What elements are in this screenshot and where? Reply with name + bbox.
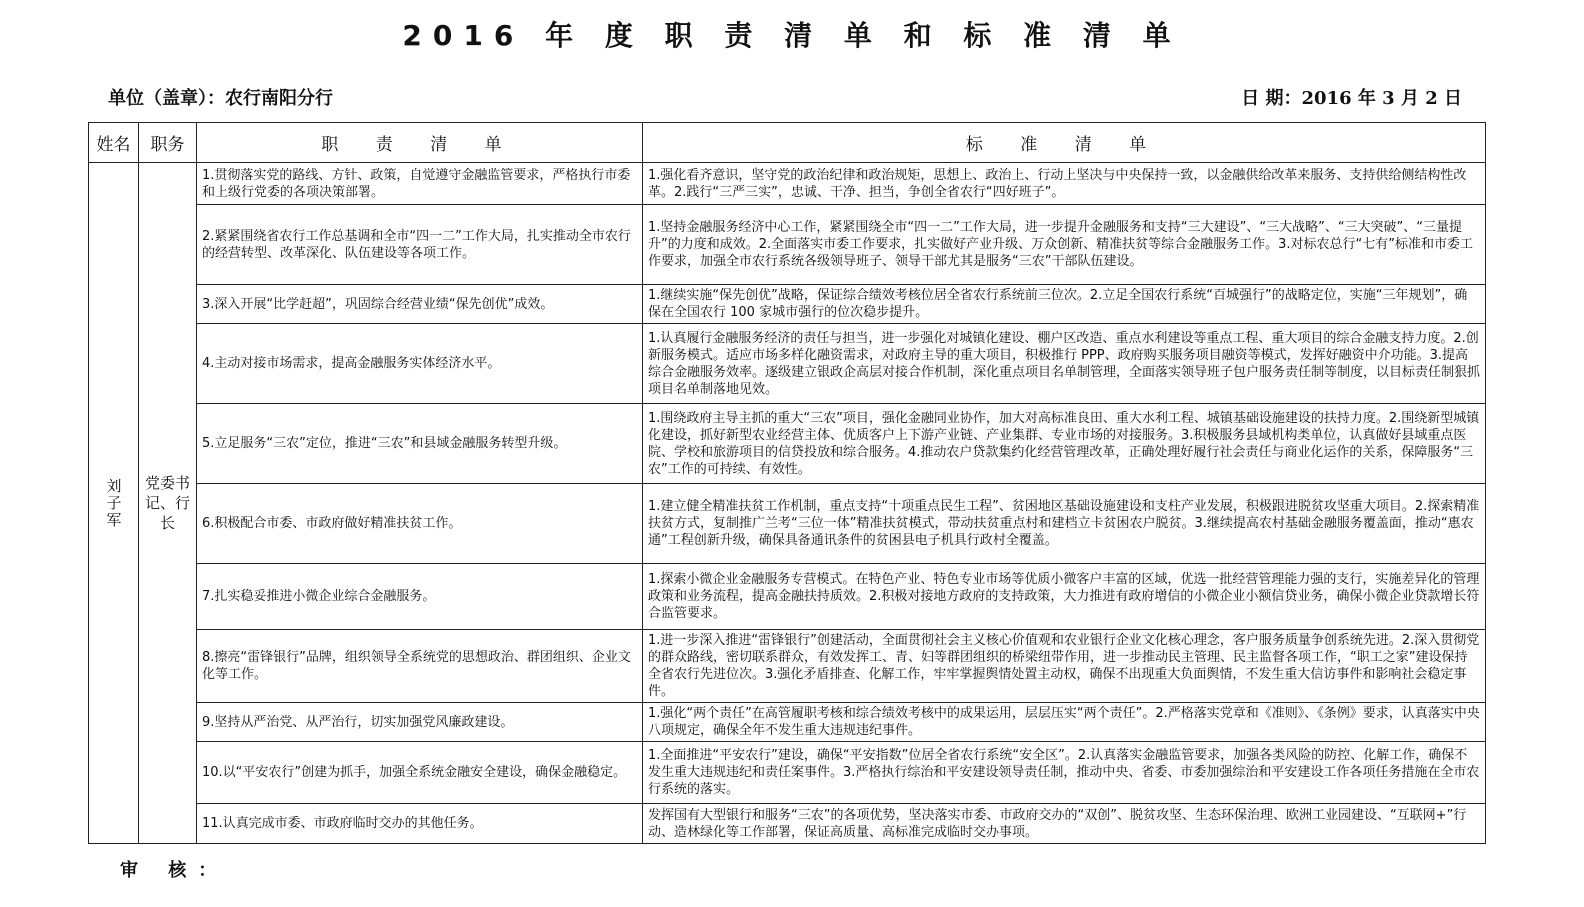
table-row: [89, 205, 1486, 285]
duty-cell: 1.贯彻落实党的路线、方针、政策，自觉遵守金融监管要求，严格执行市委和上级行党委的各项决策部署。: [197, 163, 643, 205]
table-row: [89, 163, 1486, 205]
table-row: [89, 804, 1486, 844]
standard-cell: 1.围绕政府主导主抓的重大“三农”项目，强化金融同业协作，加大对高标准良田、重大水利工程、城镇基础设施建设的扶持力度。2.围绕新型城镇化建设，抓好新型农业经营主体、优质客户上下游产业链、产业集群、专业市场的对接服务。3.积极服务县域机构类单位，认真做好县域重点医院、学校和旅游项目的信贷投放和综合服务。4.推动农户贷款集约化经营管理改革，正确处理好履行社会责任与商业化运作的关系，保障服务“三农”工作的可持续、有效性。: [643, 404, 1486, 484]
person-name-cell: [89, 163, 139, 844]
table-row: [89, 703, 1486, 742]
table-row: [89, 630, 1486, 703]
table-header-row: [89, 123, 1486, 163]
duty-cell: 7.扎实稳妥推进小微企业综合金融服务。: [197, 564, 643, 630]
duty-cell: 3.深入开展“比学赶超”，巩固综合经营业绩“保先创优”成效。: [197, 285, 643, 324]
header-standard-list: 标 准 清 单: [643, 123, 1486, 163]
person-role: 党委书记、行长: [144, 474, 190, 532]
document-title: 2016 年 度 职 责 清 单 和 标 准 清 单: [402, 19, 1182, 52]
table-row: [89, 742, 1486, 804]
table-row: [89, 484, 1486, 564]
duty-cell: 11.认真完成市委、市政府临时交办的其他任务。: [197, 804, 643, 844]
duty-standard-table: [88, 122, 1486, 844]
header-duty-list: 职 责 清 单: [197, 123, 643, 163]
review-label: 审 核：: [120, 860, 229, 881]
table-body: [89, 163, 1486, 844]
table-row: [89, 404, 1486, 484]
duty-cell: 8.擦亮“雷锋银行”品牌，组织领导全系统党的思想政治、群团组织、企业文化等工作。: [197, 630, 643, 703]
duty-cell: 10.以“平安农行”创建为抓手，加强全系统金融安全建设，确保金融稳定。: [197, 742, 643, 804]
table-row: [89, 285, 1486, 324]
date-line: 日 期：2016 年 3 月 2 日: [1241, 88, 1462, 109]
unit-line: 单位（盖章）：农行南阳分行: [108, 88, 333, 109]
duty-cell: 5.立足服务“三农”定位，推进“三农”和县域金融服务转型升级。: [197, 404, 643, 484]
table-row: [89, 324, 1486, 404]
duty-cell: 6.积极配合市委、市政府做好精准扶贫工作。: [197, 484, 643, 564]
header-role: 职务: [139, 123, 197, 163]
standard-cell: 1.全面推进“平安农行”建设，确保“平安指数”位居全省农行系统“安全区”。2.认真落实金融监管要求，加强各类风险的防控、化解工作，确保不发生重大违规违纪和责任案事件。3.严格执行综治和平安建设领导责任制，推动中央、省委、市委加强综治和平安建设工作各项任务措施在全市农行系统的落实。: [643, 742, 1486, 804]
header-name: 姓名: [89, 123, 139, 163]
standard-cell: 1.进一步深入推进“雷锋银行”创建活动，全面贯彻社会主义核心价值观和农业银行企业文化核心理念，客户服务质量争创系统先进。2.深入贯彻党的群众路线，密切联系群众，有效发挥工、青、妇等群团组织的桥梁纽带作用，进一步推动民主管理、民主监督各项工作，“职工之家”建设保持全省农行先进位次。3.强化矛盾排查、化解工作，牢牢掌握舆情处置主动权，确保不出现重大负面舆情，不发生重大信访事件和影响社会稳定事件。: [643, 630, 1486, 703]
standard-cell: 1.强化看齐意识，坚守党的政治纪律和政治规矩，思想上、政治上、行动上坚决与中央保持一致，以金融供给改革来服务、支持供给侧结构性改革。2.践行“三严三实”，忠诚、干净、担当，争创全省农行“四好班子”。: [643, 163, 1486, 205]
table-row: [89, 564, 1486, 630]
duty-cell: 2.紧紧围绕省农行工作总基调和全市“四一二”工作大局，扎实推动全市农行的经营转型、改革深化、队伍建设等各项工作。: [197, 205, 643, 285]
standard-cell: 发挥国有大型银行和服务“三农”的各项优势，坚决落实市委、市政府交办的“双创”、脱贫攻坚、生态环保治理、欧洲工业园建设、“互联网+”行动、造林绿化等工作部署，保证高质量、高标准完成临时交办事项。: [643, 804, 1486, 844]
person-name: 刘子军: [104, 477, 123, 529]
person-role-cell: [139, 163, 197, 844]
standard-cell: 1.探索小微企业金融服务专营模式。在特色产业、特色专业市场等优质小微客户丰富的区域，优选一批经营管理能力强的支行，实施差异化的管理政策和业务流程，提高金融扶持质效。2.积极对接地方政府的支持政策，大力推进有政府增信的小微企业小额信贷业务，确保小微企业贷款增长符合监管要求。: [643, 564, 1486, 630]
duty-cell: 9.坚持从严治党、从严治行，切实加强党风廉政建设。: [197, 703, 643, 742]
standard-cell: 1.认真履行金融服务经济的责任与担当，进一步强化对城镇化建设、棚户区改造、重点水利建设等重点工程、重大项目的综合金融支持力度。2.创新服务模式。适应市场多样化融资需求，对政府主导的重大项目，积极推行 PPP、政府购买服务项目融资等模式，发挥好融资中介功能。3.提高综合金融服务效率。逐级建立银政企高层对接合作机制，深化重点项目名单制管理，全面落实领导班子包户服务责任制等制度，以目标责任制狠抓项目名单制落地见效。: [643, 324, 1486, 404]
duty-cell: 4.主动对接市场需求，提高金融服务实体经济水平。: [197, 324, 643, 404]
standard-cell: 1.坚持金融服务经济中心工作，紧紧围绕全市“四一二”工作大局，进一步提升金融服务和支持“三大建设”、“三大战略”、“三大突破”、“三量提升”的力度和成效。2.全面落实市委工作要求，扎实做好产业升级、万众创新、精准扶贫等综合金融服务工作。3.对标农总行“七有”标准和市委工作要求，加强全市农行系统各级领导班子、领导干部尤其是服务“三农”干部队伍建设。: [643, 205, 1486, 285]
standard-cell: 1.强化“两个责任”在高管履职考核和综合绩效考核中的成果运用，层层压实“两个责任”。2.严格落实党章和《准则》、《条例》要求，认真落实中央八项规定，确保全年不发生重大违规违纪事件。: [643, 703, 1486, 742]
standard-cell: 1.建立健全精准扶贫工作机制，重点支持“十项重点民生工程”、贫困地区基础设施建设和支柱产业发展，积极跟进脱贫攻坚重大项目。2.探索精准扶贫方式，复制推广兰考“三位一体”精准扶贫模式，带动扶贫重点村和建档立卡贫困农户脱贫。3.继续提高农村基础金融服务覆盖面，推动“惠农通”工程创新升级，确保具备通讯条件的贫困县电子机具行政村全覆盖。: [643, 484, 1486, 564]
standard-cell: 1.继续实施“保先创优”战略，保证综合绩效考核位居全省农行系统前三位次。2.立足全国农行系统“百城强行”的战略定位，实施“三年规划”，确保在全国农行 100 家城市强行的位次稳步提升。: [643, 285, 1486, 324]
